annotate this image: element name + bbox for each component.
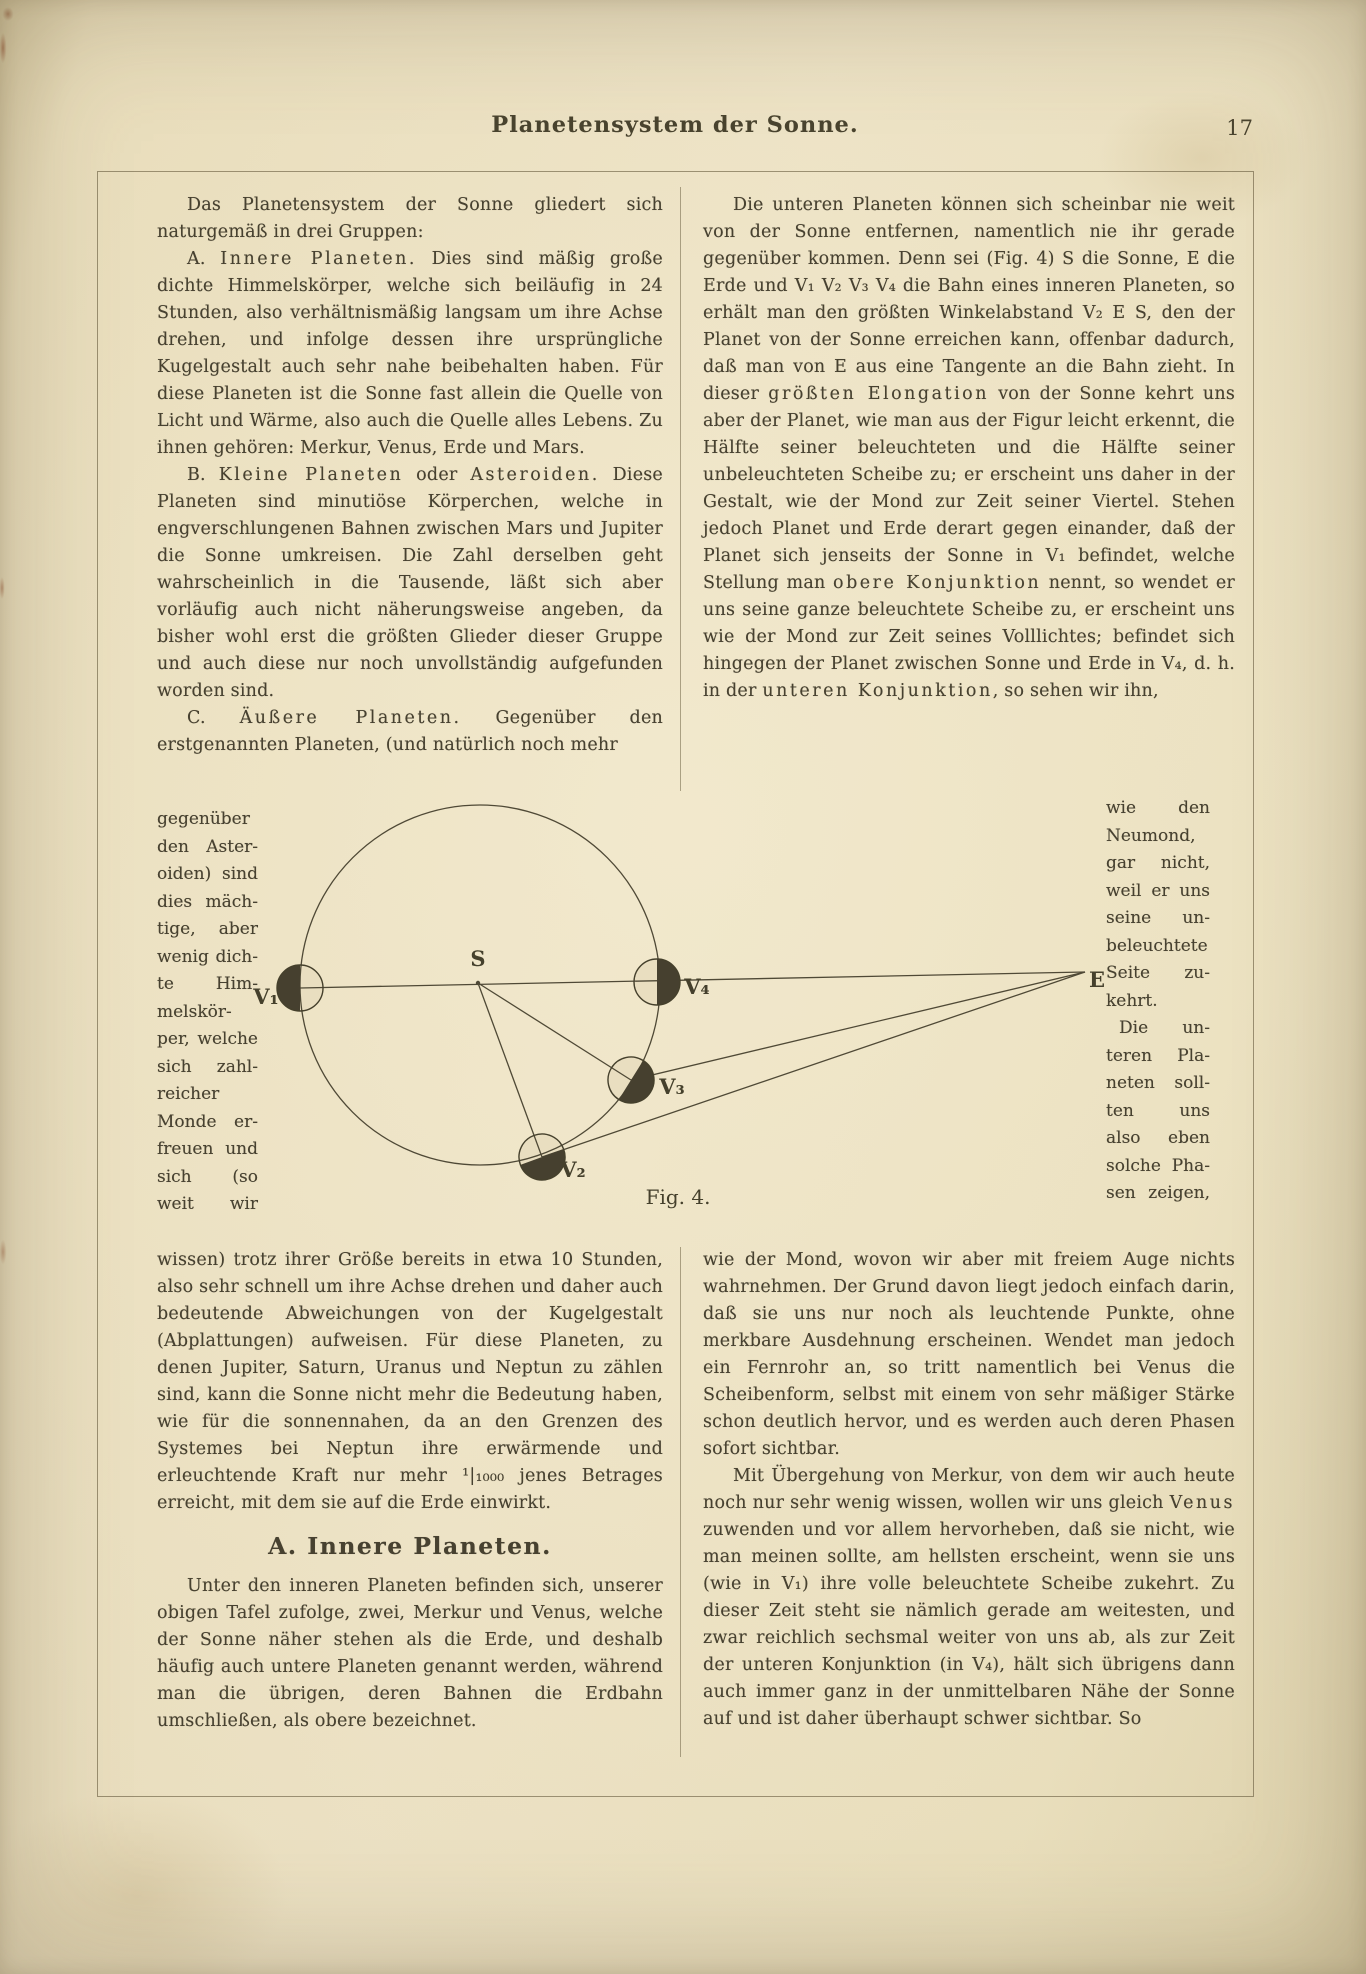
label-sun: S bbox=[470, 946, 486, 971]
body-text: C. bbox=[187, 708, 240, 728]
body-text: nennt, so wendet er uns seine ganze beleuchtete Scheibe zu, er erscheint uns wie der Mond zur Zeit seines Volllichtes; befindet sich hingegen der Planet zwischen Sonne und Erde in V₄, d. h. in der bbox=[703, 573, 1235, 701]
wrapped-line: gar nicht, bbox=[1106, 853, 1210, 873]
wrapped-line: kehrt. bbox=[1106, 990, 1158, 1011]
sun-point bbox=[476, 981, 480, 985]
running-title: Planetensystem der Sonne. bbox=[491, 112, 859, 138]
wrapped-line: den Aster- bbox=[157, 836, 258, 857]
body-text: Mit Übergehung von Merkur, von dem wir auch heute noch nur sehr wenig wissen, wollen wir uns gleich bbox=[703, 1466, 1235, 1513]
label-v4: V₄ bbox=[684, 974, 710, 999]
label-earth: E bbox=[1089, 967, 1106, 992]
figure-caption: Fig. 4. bbox=[645, 1185, 711, 1209]
paragraph bbox=[157, 1247, 663, 1517]
emphasized-text: Venus bbox=[1169, 1493, 1235, 1513]
label-v2: V₂ bbox=[560, 1157, 586, 1182]
label-v1: V₁ bbox=[253, 984, 279, 1009]
label-v3: V₃ bbox=[659, 1074, 685, 1099]
right-text-wrap-strip bbox=[1106, 795, 1210, 1208]
body-text: oder bbox=[403, 465, 471, 485]
wrapped-line: Monde er- bbox=[157, 1111, 258, 1132]
wrapped-line: weit wir bbox=[157, 1194, 258, 1214]
wrapped-line: Neumond, bbox=[1106, 825, 1196, 846]
planet-v1-dark-half bbox=[277, 965, 300, 1011]
wrapped-line: ten uns bbox=[1106, 1100, 1210, 1121]
wrapped-line: weil er uns bbox=[1106, 880, 1210, 901]
left-lower-last bbox=[157, 1573, 663, 1735]
body-text: Gegenüber den erstgenannten Planeten, (und natürlich noch mehr bbox=[157, 708, 663, 755]
wrapped-line: wie den bbox=[1106, 798, 1210, 818]
emphasized-text: Innere Planeten. bbox=[220, 249, 417, 269]
wrapped-line: also eben bbox=[1106, 1128, 1210, 1148]
body-text: Unter den inneren Planeten befinden sich, unserer obigen Tafel zufolge, zwei, Merkur und Venus, welche der Sonne näher stehen als die Erde, und deshalb häufig auch untere Planeten genannt werden, während man die übrigen, deren Bahnen die Erdbahn umschließen, als obere bezeichnet. bbox=[157, 1576, 663, 1731]
section-heading: A. Innere Planeten. bbox=[268, 1532, 552, 1560]
paragraph bbox=[157, 246, 663, 462]
emphasized-text: Äußere Planeten. bbox=[239, 708, 462, 728]
paragraph bbox=[157, 192, 663, 246]
wrapped-line: sich (so bbox=[157, 1166, 258, 1187]
body-text: Diese Planeten sind minutiöse Körperchen, welche in engverschlungenen Bahnen zwischen Mars und Jupiter die Sonne umkreisen. Die Zahl derselben geht wahrscheinlich in die Tausende, läßt sich aber vorläufig auch nicht näherungsweise angeben, da bisher wohl erst die größten Glieder dieser Gruppe und auch diese nur noch unvollständig aufgefunden worden sind. bbox=[157, 465, 663, 701]
emphasized-text: größten Elongation bbox=[768, 384, 989, 404]
body-text: wissen) trotz ihrer Größe bereits in etwa 10 Stunden, also sehr schnell um ihre Achse drehen und daher auch bedeutende Abweichungen von der Kugelgestalt (Abplattungen) aufweisen. Für diese Planeten, zu denen Jupiter, Saturn, Uranus und Neptun zu zählen sind, kann die Sonne nicht mehr die Bedeutung haben, wie für die sonnennahen, da an den Grenzen des Systemes bei Neptun ihre erwärmende und erleuchtende Kraft nur mehr ¹|₁₀₀₀ jenes Betrages erreicht, mit dem sie auf die Erde einwirkt. bbox=[157, 1250, 663, 1513]
planet-v4-dark-half bbox=[657, 959, 680, 1005]
emphasized-text: Kleine Planeten bbox=[218, 465, 404, 485]
left-column-lower bbox=[157, 1247, 663, 1735]
column-divider-top bbox=[680, 187, 681, 791]
body-text: zuwenden und vor allem hervorheben, daß sie nicht, wie man meinen sollte, am hellsten erscheint, wenn sie uns (wie in V₁) ihre volle beleuchtete Scheibe zukehrt. Zu dieser Zeit steht sie nämlich gerade am weitesten, und zwar reichlich sechsmal weiter von uns ab, als zur Zeit der unteren Konjunktion (in V₄), hält sich übrigens dann auch immer ganz in der unmittelbaren Nähe der Sonne auf und ist daher überhaupt schwer sichtbar. So bbox=[703, 1520, 1235, 1729]
emphasized-text: obere Konjunktion bbox=[833, 573, 1042, 593]
body-text: Das Planetensystem der Sonne gliedert sich naturgemäß in drei Gruppen: bbox=[157, 195, 663, 242]
planet-base-disks bbox=[277, 959, 680, 1180]
wrapped-line: sich zahl- bbox=[157, 1056, 258, 1077]
body-text: Dies sind mäßig große dichte Himmelskörper, welche sich beiläufig in 24 Stunden, also verhältnismäßig langsam um ihre Achse drehen, und infolge dessen ihre ursprüngliche Kugelgestalt auch sehr nahe beibehalten haben. Für diese Planeten ist die Sonne fast allein die Quelle von Licht und Wärme, also auch die Quelle alles Lebens. Zu ihnen gehören: Merkur, Venus, Erde und Mars. bbox=[157, 249, 663, 458]
wrapped-line: seine un- bbox=[1106, 908, 1210, 928]
paragraph bbox=[703, 1463, 1235, 1733]
wrapped-line: beleuchtete bbox=[1106, 935, 1208, 956]
body-text: B. bbox=[187, 465, 219, 485]
wrapped-line: Die un- bbox=[1119, 1018, 1210, 1038]
body-text: wie der Mond, wovon wir aber mit freiem Auge nichts wahrnehmen. Der Grund davon liegt jedoch einfach darin, daß sie uns nur noch als leuchtende Punkte, ohne merkbare Ausdehnung erscheinen. Wendet man jedoch ein Fernrohr an, so tritt namentlich bei Venus die Scheibenform, selbst mit einem von sehr mäßiger Stärke schon deutlich hervor, und es werden auch deren Phasen sofort sichtbar. bbox=[703, 1250, 1235, 1459]
wrapped-line: teren Pla- bbox=[1106, 1045, 1210, 1066]
wrapped-line: reicher bbox=[157, 1084, 220, 1104]
wrapped-line: freuen und bbox=[157, 1139, 258, 1159]
wrapped-line: te Him- bbox=[157, 974, 258, 994]
body-text: , so sehen wir ihn, bbox=[992, 681, 1159, 701]
figure-orbit-diagram bbox=[240, 790, 1120, 1260]
paragraph bbox=[157, 705, 663, 759]
wrapped-line: wenig dich- bbox=[157, 946, 258, 967]
wrapped-line: oiden) sind bbox=[157, 864, 258, 884]
body-text: Die unteren Planeten können sich scheinbar nie weit von der Sonne entfernen, namentlich nie ihr gerade gegenüber kommen. Denn sei (Fig. 4) S die Sonne, E die Erde und V₁ V₂ V₃ V₄ die Bahn eines inneren Planeten, so erhält man den größten Winkelabstand V₂ E S, den der Planet von der Sonne erreichen kann, offenbar dadurch, daß man von E aus eine Tangente an die Bahn zieht. In dieser bbox=[703, 195, 1235, 404]
left-lower-continuation bbox=[157, 1247, 663, 1517]
wrapped-line: melskör- bbox=[157, 1001, 232, 1022]
wrapped-line: per, welche bbox=[157, 1029, 258, 1049]
page-number: 17 bbox=[1226, 116, 1253, 140]
line-s-v2 bbox=[478, 983, 542, 1157]
paragraph bbox=[703, 192, 1235, 705]
body-text: von der Sonne kehrt uns aber der Planet, wie man aus der Figur leicht erkennt, die Hälfte seiner beleuchteten und die Hälfte seiner unbeleuchteten Scheibe zu; er erscheint uns daher in der Gestalt, wie der Mond zur Zeit seiner Viertel. Stehen jedoch Planet und Erde derart gegen einander, daß der Planet sich jenseits der Sonne in V₁ befindet, welche Stellung man bbox=[703, 384, 1235, 593]
body-text: A. bbox=[187, 249, 221, 269]
column-divider-bottom bbox=[680, 1247, 681, 1757]
emphasized-text: unteren Konjunktion bbox=[762, 681, 993, 701]
paragraph bbox=[157, 462, 663, 705]
line-s-v3 bbox=[478, 983, 631, 1080]
left-column-upper bbox=[157, 192, 663, 759]
right-column-lower bbox=[703, 1247, 1235, 1733]
paragraph bbox=[157, 1573, 663, 1735]
wrapped-line: Seite zu- bbox=[1106, 963, 1210, 983]
wrapped-line: tige, aber bbox=[157, 919, 258, 939]
right-column-upper bbox=[703, 192, 1235, 705]
wrapped-line: solche Pha- bbox=[1106, 1155, 1210, 1176]
wrapped-line: dies mäch- bbox=[157, 891, 258, 912]
wrapped-line: sen zeigen, bbox=[1106, 1183, 1210, 1203]
wrapped-line: gegenüber bbox=[157, 809, 250, 829]
wrapped-line: neten soll- bbox=[1106, 1073, 1210, 1093]
paragraph bbox=[703, 1247, 1235, 1463]
emphasized-text: Asteroiden. bbox=[470, 465, 600, 485]
